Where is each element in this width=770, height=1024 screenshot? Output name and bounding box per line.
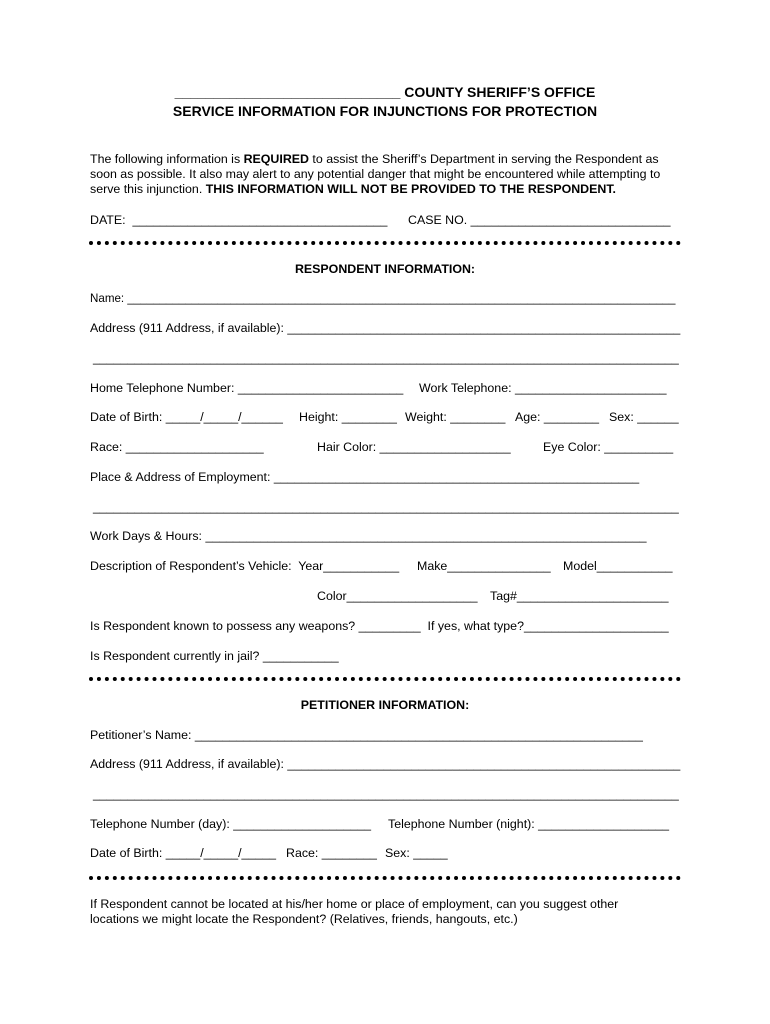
- petitioner-sex-field[interactable]: Sex: _____: [385, 846, 448, 860]
- petitioner-address-field[interactable]: Address (911 Address, if available): _________________________________________________________: [90, 757, 681, 771]
- height-field[interactable]: Height: ________: [299, 410, 397, 424]
- weight-field[interactable]: Weight: ________: [405, 410, 506, 424]
- telephone-day-field[interactable]: Telephone Number (day): ____________________: [90, 817, 372, 831]
- case-number-field[interactable]: CASE NO. _____________________________: [408, 213, 671, 227]
- eye-color-field[interactable]: Eye Color: __________: [543, 440, 674, 454]
- respondent-sex-field[interactable]: Sex: ______: [609, 410, 679, 424]
- employment-cont-field[interactable]: _____________________________________________________________________________________: [93, 500, 679, 514]
- respondent-address-cont-field[interactable]: _____________________________________________________________________________________: [93, 351, 679, 365]
- intro-text-3: serve this injunction.: [90, 182, 206, 196]
- locate-question-line-2: locations we might locate the Respondent? (Relatives, friends, hangouts, etc.): [90, 912, 518, 926]
- intro-text: The following information is: [90, 152, 244, 166]
- age-field[interactable]: Age: ________: [515, 410, 600, 424]
- employment-field[interactable]: Place & Address of Employment: _____________________________________________________: [90, 470, 640, 484]
- section-divider: [89, 876, 681, 880]
- form-title-service: SERVICE INFORMATION FOR INJUNCTIONS FOR PROTECTION: [172, 103, 598, 119]
- jail-field[interactable]: Is Respondent currently in jail? ___________: [90, 649, 339, 663]
- petitioner-heading: PETITIONER INFORMATION:: [300, 698, 470, 712]
- locate-question-line-1: If Respondent cannot be located at his/her home or place of employment, can you suggest other: [90, 897, 619, 911]
- intro-line-3: [90, 182, 616, 196]
- weapons-field[interactable]: Is Respondent known to possess any weapons? _________ If yes, what type?_____________________: [90, 619, 669, 633]
- vehicle-model-field[interactable]: Model___________: [563, 559, 673, 573]
- intro-required: REQUIRED: [243, 152, 309, 166]
- petitioner-name-field[interactable]: Petitioner’s Name: _________________________________________________________________: [90, 728, 643, 742]
- intro-text-cont: to assist the Sheriff’s Department in serving the Respondent as: [308, 152, 659, 166]
- section-divider: [89, 677, 681, 681]
- form-title-county: _____________________________ COUNTY SHERIFF’S OFFICE: [174, 84, 596, 100]
- respondent-dob-field[interactable]: Date of Birth: _____/_____/______: [90, 410, 283, 424]
- home-telephone-field[interactable]: Home Telephone Number: ________________________: [90, 381, 404, 395]
- telephone-night-field[interactable]: Telephone Number (night): ___________________: [388, 817, 670, 831]
- vehicle-make-field[interactable]: Make_______________: [417, 559, 551, 573]
- vehicle-year-field[interactable]: Description of Respondent’s Vehicle: Year___________: [90, 559, 400, 573]
- petitioner-address-cont-field[interactable]: _____________________________________________________________________________________: [93, 787, 679, 801]
- work-telephone-field[interactable]: Work Telephone: ______________________: [419, 381, 667, 395]
- date-field[interactable]: DATE: _____________________________________: [90, 213, 388, 227]
- hair-color-field[interactable]: Hair Color: ___________________: [317, 440, 511, 454]
- respondent-address-field[interactable]: Address (911 Address, if available): _________________________________________________________: [90, 321, 681, 335]
- respondent-heading: RESPONDENT INFORMATION:: [294, 262, 476, 276]
- respondent-race-field[interactable]: Race: ____________________: [90, 440, 264, 454]
- respondent-name-field[interactable]: Name: _____________________________________________________________________________________: [90, 292, 676, 305]
- petitioner-dob-field[interactable]: Date of Birth: _____/_____/_____: [90, 846, 277, 860]
- vehicle-tag-field[interactable]: Tag#______________________: [490, 589, 669, 603]
- section-divider: [89, 241, 681, 245]
- vehicle-color-field[interactable]: Color___________________: [317, 589, 478, 603]
- work-days-hours-field[interactable]: Work Days & Hours: ________________________________________________________________: [90, 529, 647, 543]
- intro-line-1: [90, 152, 659, 166]
- intro-not-provided: THIS INFORMATION WILL NOT BE PROVIDED TO THE RESPONDENT.: [205, 182, 616, 196]
- intro-line-2: soon as possible. It also may alert to any potential danger that might be encountered while attempting to: [90, 167, 661, 181]
- petitioner-race-field[interactable]: Race: ________: [286, 846, 377, 860]
